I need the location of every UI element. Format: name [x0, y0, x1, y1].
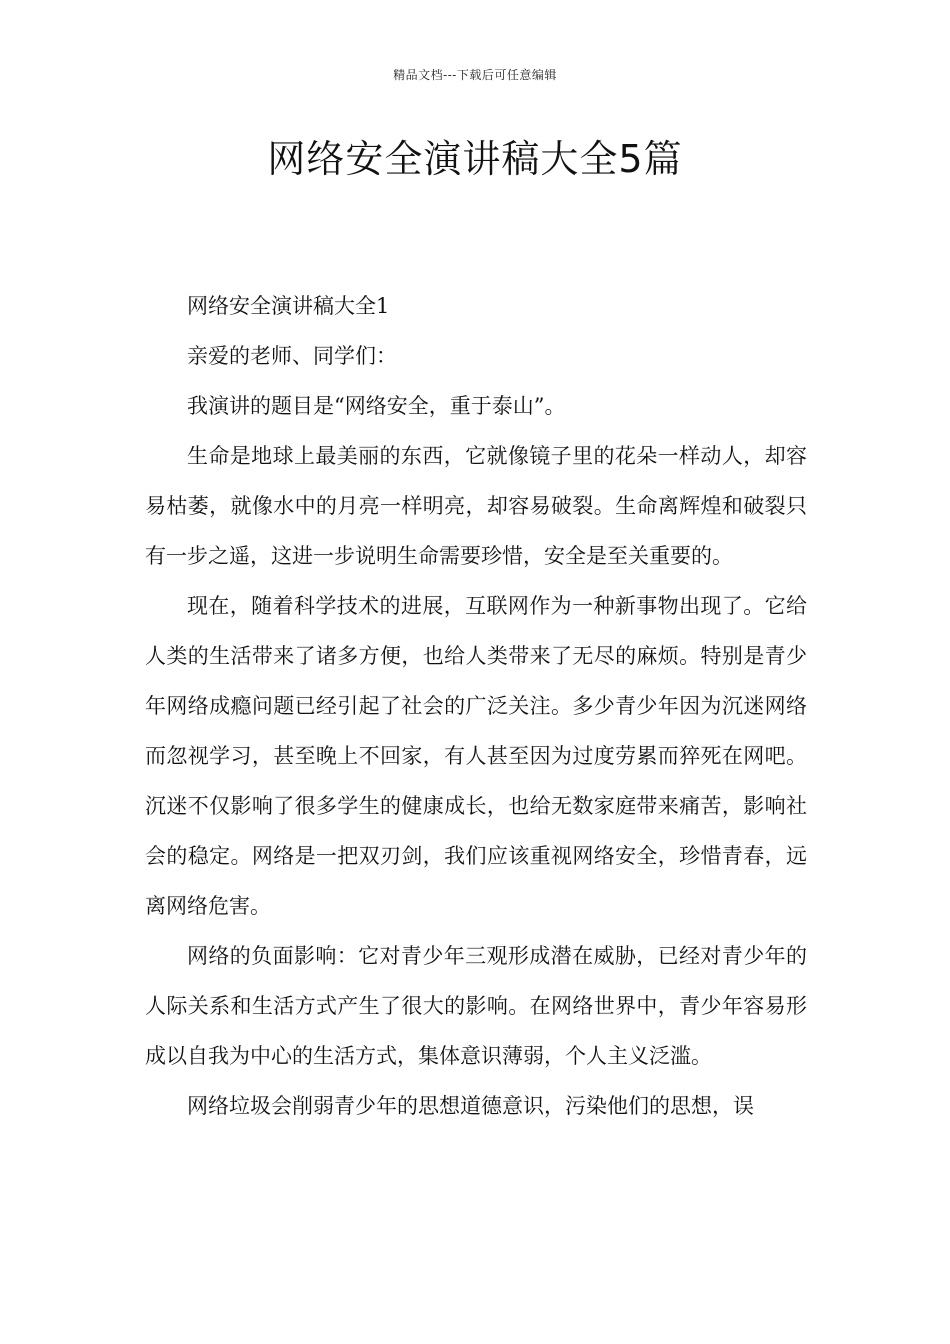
paragraph: 网络的负面影响：它对青少年三观形成潜在威胁，已经对青少年的人际关系和生活方式产生了很大的影响。在网络世界中，青少年容易形成以自我为中心的生活方式，集体意识薄弱，个人主义泛滥。: [145, 944, 807, 1068]
document-body: [145, 281, 807, 1131]
salutation: 亲爱的老师、同学们：: [187, 344, 397, 368]
paragraph: 我演讲的题目是“网络安全，重于泰山”。: [187, 394, 566, 418]
section-heading: 网络安全演讲稿大全1: [187, 294, 390, 318]
paragraph: 网络垃圾会削弱青少年的思想道德意识，污染他们的思想，误: [187, 1094, 754, 1118]
document-title: 网络安全演讲稿大全5篇: [267, 137, 683, 181]
paragraph: 生命是地球上最美丽的东西，它就像镜子里的花朵一样动人，却容易枯萎，就像水中的月亮一样明亮，却容易破裂。生命离辉煌和破裂只有一步之遥，这进一步说明生命需要珍惜，安全是至关重要的。: [145, 444, 807, 568]
header-note: 精品文档---下载后可任意编辑: [393, 68, 557, 82]
paragraph: 现在，随着科学技术的进展，互联网作为一种新事物出现了。它给人类的生活带来了诸多方便，也给人类带来了无尽的麻烦。特别是青少年网络成瘾问题已经引起了社会的广泛关注。多少青少年因为沉迷网络而忽视学习，甚至晚上不回家，有人甚至因为过度劳累而猝死在网吧。沉迷不仅影响了很多学生的健康成长，也给无数家庭带来痛苦，影响社会的稳定。网络是一把双刃剑，我们应该重视网络安全，珍惜青春，远离网络危害。: [145, 594, 807, 918]
